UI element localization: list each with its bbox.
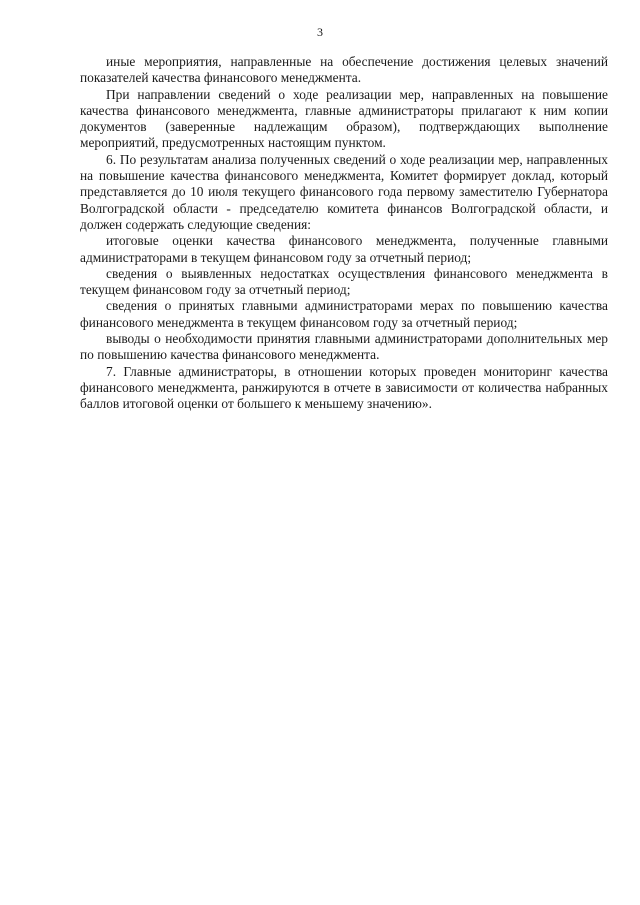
- paragraph: 7. Главные администраторы, в отношении которых проведен мониторинг качества финансового менеджмента, ранжируются в отчете в зависимости от количества набранных баллов итоговой оценки от большего к меньшему значению».: [80, 363, 608, 412]
- paragraph: сведения о выявленных недостатках осуществления финансового менеджмента в текущем финансовом году за отчетный период;: [80, 265, 608, 298]
- paragraph: выводы о необходимости принятия главными администраторами дополнительных мер по повышению качества финансового менеджмента.: [80, 331, 608, 363]
- paragraph: При направлении сведений о ходе реализации мер, направленных на повышение качества финансового менеджмента, главные администраторы прилагают к ним копии документов (заверенные надлежащим образом), подтверждающих выполнение мероприятий, предусмотренных настоящим пунктом.: [80, 86, 608, 151]
- paragraph: итоговые оценки качества финансового менеджмента, полученные главными администраторами в текущем финансовом году за отчетный период;: [80, 233, 608, 265]
- paragraph: иные мероприятия, направленные на обеспечение достижения целевых значений показателей качества финансового менеджмента.: [80, 54, 608, 86]
- paragraph: 6. По результатам анализа полученных сведений о ходе реализации мер, направленных на повышение качества финансового менеджмента, Комитет формирует доклад, который представляется до 10 июля текущего финансового года первому заместителю Губернатора Волгоградской области - председателю комитета финансов Волгоградской области, и должен содержать следующие сведения:: [80, 151, 608, 232]
- paragraph: сведения о принятых главными администраторами мерах по повышению качества финансового менеджмента в текущем финансовом году за отчетный период;: [80, 298, 608, 330]
- page-number: 3: [317, 25, 323, 39]
- document-body: [80, 54, 608, 413]
